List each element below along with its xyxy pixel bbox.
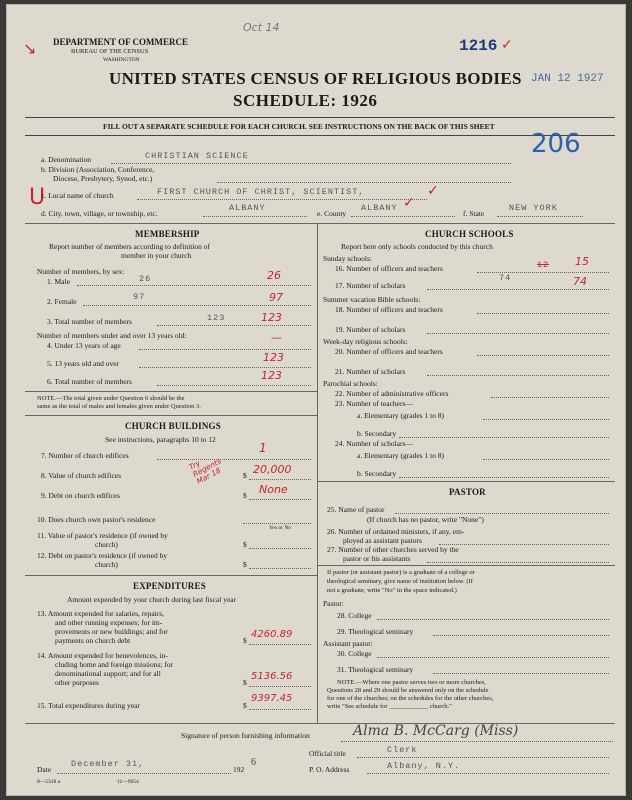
members-by-sex-label: Number of members, by sex: <box>37 267 125 276</box>
q15-handwritten: 9397.45 <box>251 693 293 704</box>
q9-dollar-sign: $ <box>243 491 247 500</box>
expenditures-heading: EXPENDITURES <box>133 581 206 591</box>
q12-residence-debt-label: 12. Debt on pastor's residence (if owned by <box>37 551 168 560</box>
graduate-instruction: If pastor (or assistant pastor) is a graduate of a college or <box>327 569 475 576</box>
q24-label: 24. Number of scholars— <box>335 439 413 448</box>
q17-handwritten: 74 <box>573 275 587 288</box>
q17-typed: 74 <box>499 273 512 283</box>
red-check-icon: ✓ <box>501 37 513 53</box>
q4-under-13-label: 4. Under 13 years of age <box>47 341 121 350</box>
buildings-subheading: See instructions, paragraphs 10 to 12 <box>105 435 216 444</box>
q8-margin-note: Try Regents Mar 18 <box>187 456 223 486</box>
date-label: Date <box>37 765 52 774</box>
official-title-value: Clerk <box>387 745 418 755</box>
division-label: b. Division (Association, Conference, <box>41 165 155 174</box>
q13-label-2: and other running expenses; for im- <box>55 618 163 627</box>
form-number: 8—5318 a <box>37 779 61 785</box>
handwritten-code-number: 206 <box>531 129 581 159</box>
q9-debt-label: 9. Debt on church edifices <box>41 491 120 500</box>
q27-label: 27. Number of other churches served by the <box>327 545 459 554</box>
q1-male-typed: 26 <box>139 274 152 284</box>
po-address-value: Albany, N.Y. <box>387 761 461 771</box>
church-name-value: FIRST CHURCH OF CHRIST, SCIENTIST, <box>157 187 365 197</box>
q2-female-typed: 97 <box>133 292 146 302</box>
q13-handwritten: 4260.89 <box>251 629 293 640</box>
buildings-heading: CHURCH BUILDINGS <box>125 421 221 431</box>
q13-dollar-sign: $ <box>243 636 247 645</box>
q26-label: 26. Number of ordained ministers, if any, em- <box>327 527 465 536</box>
q21-label: 21. Number of scholars <box>335 367 406 376</box>
q4-under-13-handwritten: — <box>271 331 282 344</box>
q7-edifices-label: 7. Number of church edifices <box>41 451 129 460</box>
q6-total-label: 6. Total number of members <box>47 377 132 386</box>
red-check-mark-icon: ↘ <box>23 39 37 58</box>
q14-handwritten: 5136.56 <box>251 671 293 682</box>
division-label-line2: Diocese, Presbytery, Synod, etc.) <box>53 174 153 183</box>
signature-label: Signature of person furnishing information <box>181 731 310 740</box>
q11-residence-value-label: 11. Value of pastor's residence (if owned by <box>37 531 168 540</box>
city-value: ALBANY <box>229 203 266 213</box>
q3-total-handwritten: 123 <box>261 311 282 324</box>
schools-heading: CHURCH SCHOOLS <box>425 229 514 239</box>
graduate-instruction-3: not a graduate, write "No" in the space indicated.) <box>327 587 457 594</box>
membership-subheading-2: member in your church <box>121 251 192 260</box>
pastor-note-2: Questions 28 and 29 should be answered only on the schedule <box>327 687 489 694</box>
q13-label-4: payments on church debt <box>55 636 131 645</box>
yes-no-hint: Yes or No <box>269 525 292 531</box>
state-value: NEW YORK <box>509 203 558 213</box>
red-check-icon-2: ✓ <box>427 183 439 199</box>
pastor-note-3: for one of the churches; on the schedules for the other churches, <box>327 695 494 702</box>
pastor-heading: PASTOR <box>449 487 486 497</box>
year-prefix: 192 <box>233 765 245 774</box>
membership-heading: MEMBERSHIP <box>135 229 200 239</box>
q11-dollar-sign: $ <box>243 540 247 549</box>
department-name: DEPARTMENT OF COMMERCE <box>53 37 189 47</box>
q8-value-handwritten: 20,000 <box>253 463 292 476</box>
state-label: f. State <box>463 209 485 218</box>
q29-label: 29. Theological seminary <box>337 627 414 636</box>
q23-label: 23. Number of teachers— <box>335 399 413 408</box>
schedule-title: SCHEDULE: 1926 <box>233 91 378 110</box>
q25-note: (If church has no pastor, write "None") <box>367 515 484 524</box>
q18-label: 18. Number of officers and teachers <box>335 305 443 314</box>
graduate-instruction-2: theological seminary, give name of institution below. (If <box>327 578 473 585</box>
schools-subheading: Report here only schools conducted by this church <box>341 242 493 251</box>
q14-label-1: 14. Amount expended for benevolences, in- <box>37 651 169 660</box>
q31-label: 31. Theological seminary <box>337 665 414 674</box>
q16-handwritten: 15 <box>575 255 589 268</box>
pastor-note-4: write "See schedule for ____________ church." <box>327 703 452 710</box>
q23b-label: b. Secondary <box>357 429 397 438</box>
weekday-schools-label: Week-day religious schools: <box>323 337 408 346</box>
bureau-city: WASHINGTON <box>103 57 140 63</box>
census-schedule-sheet <box>6 4 626 796</box>
q14-label-2: cluding home and foreign missions; for <box>55 660 174 669</box>
q1-male-label: 1. Male <box>47 277 70 286</box>
q10-residence-label: 10. Does church own pastor's residence <box>37 515 156 524</box>
q6-total-handwritten: 123 <box>261 369 282 382</box>
under-over-13-label: Number of members under and over 13 years old: <box>37 331 187 340</box>
denomination-value: CHRISTIAN SCIENCE <box>145 151 249 161</box>
form-title: UNITED STATES CENSUS OF RELIGIOUS BODIES <box>109 69 522 88</box>
q22-label: 22. Number of administrative officers <box>335 389 449 398</box>
assistant-pastor-subheading: Assistant pastor: <box>323 639 373 648</box>
q9-debt-handwritten: None <box>259 483 288 496</box>
q28-label: 28. College <box>337 611 372 620</box>
q2-female-handwritten: 97 <box>269 291 283 304</box>
vacation-schools-label: Summer vacation Bible schools: <box>323 295 421 304</box>
sunday-schools-label: Sunday schools: <box>323 254 372 263</box>
q15-dollar-sign: $ <box>243 701 247 710</box>
red-check-icon-3: ✓ <box>403 195 415 211</box>
q11-residence-value-label-2: church) <box>95 540 118 549</box>
membership-note: NOTE.—The total given under Question 6 should be the <box>37 395 185 402</box>
schedule-number-stamp: 1216 <box>459 37 498 55</box>
q5-13-and-over-handwritten: 123 <box>263 351 284 364</box>
q16-typed-struck: 12 <box>537 260 550 270</box>
county-label: e. County <box>317 209 347 218</box>
q8-value-label: 8. Value of church edifices <box>41 471 122 480</box>
city-label: d. City, town, village, or township, etc. <box>41 209 158 218</box>
q2-female-label: 2. Female <box>47 297 77 306</box>
membership-note-2: same as the total of males and females given under Question 3. <box>37 403 201 410</box>
separate-schedule-instruction: FILL OUT A SEPARATE SCHEDULE FOR EACH CHURCH. SEE INSTRUCTIONS ON THE BACK OF THIS SHEET <box>103 122 495 131</box>
membership-subheading: Report number of members according to definition of <box>49 242 210 251</box>
q20-label: 20. Number of officers and teachers <box>335 347 443 356</box>
q24a-label: a. Elementary (grades 1 to 8) <box>357 451 445 460</box>
q3-total-label: 3. Total number of members <box>47 317 132 326</box>
print-number: 11—9054 <box>117 779 139 785</box>
po-address-label: P. O. Address <box>309 765 350 774</box>
q5-13-and-over-label: 5. 13 years old and over <box>47 359 120 368</box>
handwritten-signature: Alma B. McCarg (Miss) <box>353 723 519 739</box>
q23a-label: a. Elementary (grades 1 to 8) <box>357 411 445 420</box>
church-name-label: c. Local name of church <box>41 191 114 200</box>
q30-label: 30. College <box>337 649 372 658</box>
q12-residence-debt-label-2: church) <box>95 560 118 569</box>
q7-edifices-handwritten: 1 <box>259 441 267 455</box>
county-value: ALBANY <box>361 203 398 213</box>
expenditures-subheading: Amount expended by your church during last fiscal year <box>67 595 237 604</box>
q8-dollar-sign: $ <box>243 471 247 480</box>
parochial-schools-label: Parochial schools: <box>323 379 378 388</box>
pastor-subheading: Pastor: <box>323 599 344 608</box>
red-u-mark: U <box>29 185 46 210</box>
received-date-stamp: JAN 12 1927 <box>531 73 604 85</box>
handwritten-date-note: Oct 14 <box>243 21 280 34</box>
q14-dollar-sign: $ <box>243 678 247 687</box>
denomination-label: a. Denomination <box>41 155 91 164</box>
year-digit-handwritten: 6 <box>251 757 256 768</box>
q14-label-3: denominational support; and for all <box>55 669 161 678</box>
q16-label: 16. Number of officers and teachers <box>335 264 443 273</box>
q3-total-typed: 123 <box>207 313 226 323</box>
pastor-note: NOTE.—Where one pastor serves two or more churches, <box>337 679 486 686</box>
q15-label: 15. Total expenditures during year <box>37 701 140 710</box>
q25-label: 25. Name of pastor <box>327 505 385 514</box>
official-title-label: Official title <box>309 749 346 758</box>
date-value: December 31, <box>71 759 145 769</box>
bureau-name: BUREAU OF THE CENSUS <box>71 48 149 55</box>
q12-dollar-sign: $ <box>243 560 247 569</box>
q26-label-2: ployed as assistant pastors <box>343 536 422 545</box>
q27-label-2: pastor or his assistants <box>343 554 411 563</box>
q1-male-handwritten: 26 <box>267 269 281 282</box>
q17-label: 17. Number of scholars <box>335 281 406 290</box>
q24b-label: b. Secondary <box>357 469 397 478</box>
q13-label-3: provements or new buildings; and for <box>55 627 168 636</box>
q13-label-1: 13. Amount expended for salaries, repairs, <box>37 609 165 618</box>
q19-label: 19. Number of scholars <box>335 325 406 334</box>
q14-label-4: other purposes <box>55 678 99 687</box>
